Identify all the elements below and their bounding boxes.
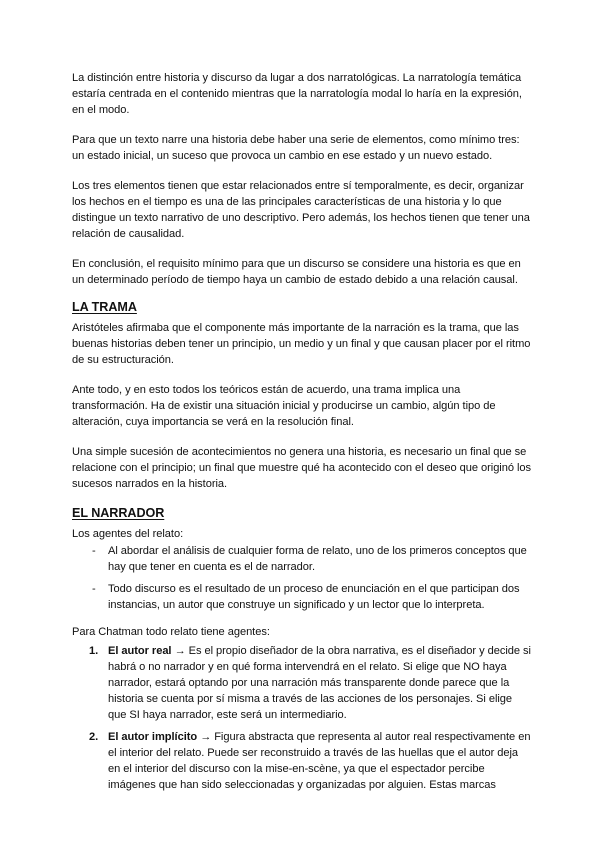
trama-paragraph-3: Una simple sucesión de acontecimientos no genera una historia, es necesario un final que se relacione con el principio; un final que muestre qué ha acontecido con el deseo que originó los sucesos narrados en la historia. [72, 446, 532, 490]
numbered-item-autor-implicito [72, 729, 532, 793]
chatman-intro: Para Chatman todo relato tiene agentes: [72, 626, 270, 638]
intro-paragraph-1: La distinción entre historia y discurso da lugar a dos narratológicas. La narratología temática estaría centrada en el contenido mientras que la narratología modal lo haría en la expresión, en el modo. [72, 72, 522, 116]
intro-paragraph-2: Para que un texto narre una historia debe haber una serie de elementos, como mínimo tres: un estado inicial, un suceso que provoca un cambio en ese estado y un nuevo estado. [72, 134, 520, 162]
trama-paragraph-1: Aristóteles afirmaba que el componente más importante de la narración es la trama, que las buenas historias deben tener un principio, un medio y un final y que causan placer por el ritmo de su estructuración. [72, 322, 531, 366]
item-description: → Es el propio diseñador de la obra narrativa, es el diseñador y decide si habrá o no narrador y en qué forma intervendrá en el relato. Si elige que NO haya narrador, estará optando por una narración más transparente donde parece que la historia se cuenta por sí misma a través de las acciones de los personajes. Si elige que SI haya narrador, este será un intermediario. [108, 645, 531, 721]
heading-el-narrador: EL NARRADOR [72, 506, 165, 520]
bullet-dash: - [92, 545, 96, 557]
item-description: → Figura abstracta que representa al autor real respectivamente en el interior del relato. Puede ser reconstruido a través de las huellas que el autor deja en el interior del discurso con la mise-en-scène, ya que el espectador percibe imágenes que han sido seleccionadas y organizadas por alguien. Estas marcas [108, 731, 531, 791]
item-term: El autor real [108, 645, 172, 657]
intro-paragraph-4: En conclusión, el requisito mínimo para que un discurso se considere una historia es que en un determinado período de tiempo haya un cambio de estado debido a una relación causal. [72, 258, 521, 286]
list-item [72, 543, 532, 575]
item-number: 1. [89, 645, 99, 657]
item-term: El autor implícito [108, 731, 198, 743]
numbered-item-autor-real [72, 643, 532, 723]
trama-paragraph-2: Ante todo, y en esto todos los teóricos están de acuerdo, una trama implica una transformación. Ha de existir una situación inicial y producirse un cambio, algún tipo de alteración, cuya importancia se verá en la resolución final. [72, 384, 496, 428]
bullet-dash: - [92, 583, 96, 595]
agentes-intro: Los agentes del relato: [72, 528, 184, 540]
agentes-bullet-list [72, 543, 532, 613]
list-item-text: Al abordar el análisis de cualquier forma de relato, uno de los primeros conceptos que hay que tener en cuenta es el de narrador. [108, 545, 527, 573]
list-item-text: Todo discurso es el resultado de un proceso de enunciación en el que participan dos instancias, un autor que construye un significado y un lector que lo interpreta. [108, 583, 520, 611]
item-number: 2. [89, 731, 99, 743]
heading-la-trama: LA TRAMA [72, 300, 137, 314]
agentes-numbered-list [72, 643, 532, 793]
list-item [72, 581, 532, 613]
intro-paragraph-3: Los tres elementos tienen que estar relacionados entre sí temporalmente, es decir, organizar los hechos en el tiempo es una de las principales características de una historia y lo que distingue un texto narrativo de uno descriptivo. Pero además, los hechos tienen que tener una relación de causalidad. [72, 180, 530, 240]
